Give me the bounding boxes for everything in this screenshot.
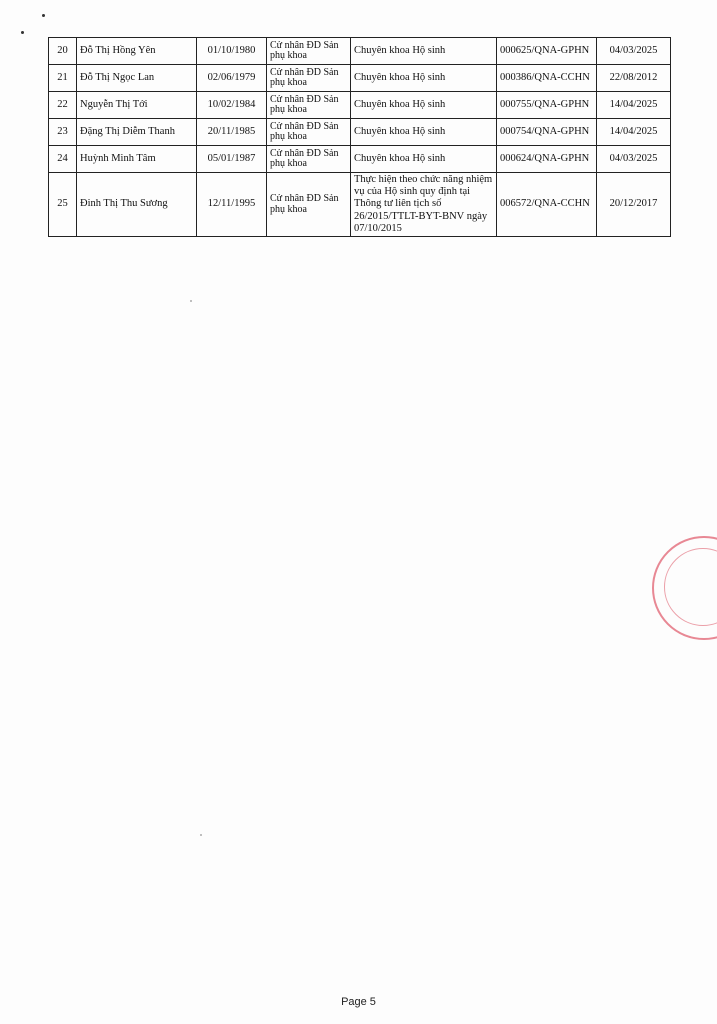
- table-row: [49, 65, 671, 92]
- degree: Cử nhân ĐD Sản phụ khoa: [267, 65, 351, 92]
- degree: Cử nhân ĐD Sản phụ khoa: [267, 146, 351, 173]
- row-number: 20: [49, 38, 77, 65]
- row-number: 25: [49, 173, 77, 237]
- issue-date: 14/04/2025: [597, 92, 671, 119]
- staff-name: Đỗ Thị Hồng Yên: [77, 38, 197, 65]
- staff-name: Đặng Thị Diễm Thanh: [77, 119, 197, 146]
- row-number: 22: [49, 92, 77, 119]
- table-row: [49, 146, 671, 173]
- table-row: [49, 173, 671, 237]
- practice-scope: Chuyên khoa Hộ sinh: [351, 146, 497, 173]
- practice-scope: Chuyên khoa Hộ sinh: [351, 92, 497, 119]
- date-of-birth: 10/02/1984: [197, 92, 267, 119]
- degree: Cử nhân ĐD Sản phụ khoa: [267, 92, 351, 119]
- staff-name: Huỳnh Minh Tâm: [77, 146, 197, 173]
- certificate-number: 000386/QNA-CCHN: [497, 65, 597, 92]
- degree: Cử nhân ĐD Sản phụ khoa: [267, 173, 351, 237]
- date-of-birth: 01/10/1980: [197, 38, 267, 65]
- certificate-number: 000625/QNA-GPHN: [497, 38, 597, 65]
- issue-date: 04/03/2025: [597, 38, 671, 65]
- certificate-number: 000624/QNA-GPHN: [497, 146, 597, 173]
- certificate-number: 006572/QNA-CCHN: [497, 173, 597, 237]
- certificate-number: 000755/QNA-GPHN: [497, 92, 597, 119]
- issue-date: 20/12/2017: [597, 173, 671, 237]
- page-number: Page 5: [341, 996, 376, 1008]
- degree: Cử nhân ĐD Sản phụ khoa: [267, 38, 351, 65]
- staff-table: [48, 37, 671, 237]
- practice-scope: Thực hiện theo chức năng nhiệm vụ của Hộ sinh quy định tại Thông tư liên tịch số 26/2015/TTLT-BYT-BNV ngày 07/10/2015: [351, 173, 497, 237]
- date-of-birth: 05/01/1987: [197, 146, 267, 173]
- table-row: [49, 92, 671, 119]
- table-row: [49, 119, 671, 146]
- row-number: 23: [49, 119, 77, 146]
- issue-date: 14/04/2025: [597, 119, 671, 146]
- date-of-birth: 12/11/1995: [197, 173, 267, 237]
- issue-date: 22/08/2012: [597, 65, 671, 92]
- practice-scope: Chuyên khoa Hộ sinh: [351, 65, 497, 92]
- row-number: 21: [49, 65, 77, 92]
- row-number: 24: [49, 146, 77, 173]
- certificate-number: 000754/QNA-GPHN: [497, 119, 597, 146]
- scan-speck: [42, 14, 45, 17]
- date-of-birth: 20/11/1985: [197, 119, 267, 146]
- staff-name: Đinh Thị Thu Sương: [77, 173, 197, 237]
- date-of-birth: 02/06/1979: [197, 65, 267, 92]
- practice-scope: Chuyên khoa Hộ sinh: [351, 119, 497, 146]
- issue-date: 04/03/2025: [597, 146, 671, 173]
- scan-speck: [190, 300, 192, 302]
- degree: Cử nhân ĐD Sản phụ khoa: [267, 119, 351, 146]
- staff-name: Đỗ Thị Ngọc Lan: [77, 65, 197, 92]
- table-row: [49, 38, 671, 65]
- practice-scope: Chuyên khoa Hộ sinh: [351, 38, 497, 65]
- scan-speck: [21, 31, 24, 34]
- scan-speck: [200, 834, 202, 836]
- staff-name: Nguyễn Thị Tới: [77, 92, 197, 119]
